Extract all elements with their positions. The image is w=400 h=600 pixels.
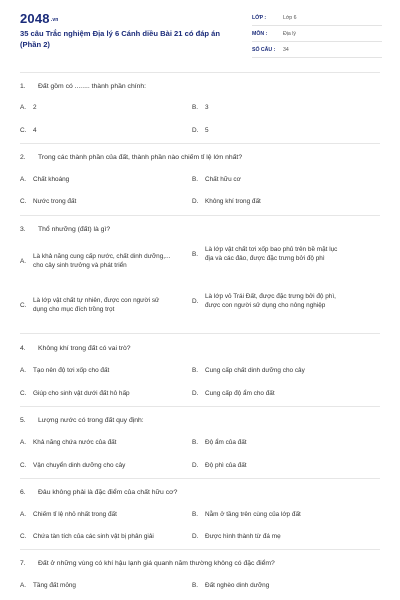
question-number: 6. <box>20 489 26 496</box>
option-text: Cung cấp chất dinh dưỡng cho cây <box>205 367 305 374</box>
question-text <box>20 225 380 234</box>
meta-value: Địa lý <box>283 30 296 37</box>
option-text: Cung cấp độ ẩm cho đất <box>205 390 275 397</box>
option-text: 2 <box>33 104 37 111</box>
option-b[interactable] <box>192 581 343 590</box>
option-letter: D. <box>192 297 199 305</box>
option-letter: D. <box>192 533 199 540</box>
option-letter: B. <box>192 439 199 446</box>
question-label: Đất gồm có ........ thành phần chính: <box>38 83 147 90</box>
option-text: Không khí trong đất <box>205 198 261 205</box>
option-a[interactable] <box>20 103 171 112</box>
option-text: Nước trong đất <box>33 198 77 205</box>
option-a[interactable] <box>20 581 171 590</box>
option-text: Độ ẩm của đất <box>205 439 247 446</box>
option-letter: D. <box>192 390 199 397</box>
option-text: Là khả năng cung cấp nước, chất dinh dưỡng,... cho cây sinh trưởng và phát triển <box>33 253 171 269</box>
option-c[interactable] <box>20 532 171 541</box>
option-letter: A. <box>20 104 27 111</box>
option-letter: B. <box>192 511 199 518</box>
divider <box>20 215 380 216</box>
option-a[interactable] <box>20 252 171 270</box>
question-6 <box>20 488 380 497</box>
divider <box>20 143 380 144</box>
option-text: Tạo nên độ tơi xốp cho đất <box>33 367 110 374</box>
question-1 <box>20 82 380 91</box>
option-letter: A. <box>20 176 27 183</box>
meta-value: 34 <box>283 46 289 53</box>
question-4 <box>20 344 380 353</box>
option-letter: A. <box>20 257 27 265</box>
option-letter: D. <box>192 127 199 134</box>
question-2 <box>20 153 380 162</box>
question-5 <box>20 416 380 425</box>
option-b[interactable] <box>192 510 343 519</box>
option-d[interactable] <box>192 461 343 470</box>
option-text: Giúp cho sinh vật dưới đất hô hấp <box>33 390 130 397</box>
option-c[interactable] <box>20 126 171 135</box>
meta-key: SỐ CÂU : <box>252 46 276 53</box>
meta-box <box>252 10 382 58</box>
option-letter: C. <box>20 198 27 205</box>
meta-key: MÔN : <box>252 30 268 37</box>
question-text <box>20 559 380 568</box>
question-number: 1. <box>20 83 26 90</box>
page-title: 35 câu Trắc nghiệm Địa lý 6 Cánh diều Bài 21 có đáp án (Phần 2) <box>20 29 221 49</box>
option-text: Vận chuyển dinh dưỡng cho cây <box>33 462 126 469</box>
logo-domain: .vn <box>50 16 59 23</box>
divider <box>20 333 380 334</box>
option-d[interactable] <box>192 532 343 541</box>
option-letter: A. <box>20 367 27 374</box>
question-3 <box>20 225 380 234</box>
option-text: Là lớp vỏ Trái Đất, được đặc trưng bởi độ phì, được con người sử dụng cho nông nghiệp <box>205 293 336 309</box>
option-c[interactable] <box>20 461 171 470</box>
option-text: Chiếm tỉ lệ nhỏ nhất trong đất <box>33 511 117 518</box>
question-text <box>20 82 380 91</box>
option-b[interactable] <box>192 103 343 112</box>
question-label: Không khí trong đất có vai trò? <box>38 345 131 352</box>
question-number: 4. <box>20 345 26 352</box>
meta-value: Lớp 6 <box>283 14 297 21</box>
option-text: 4 <box>33 127 37 134</box>
option-b[interactable] <box>192 438 343 447</box>
option-text: Là lớp vật chất tự nhiên, được con người sử dụng cho mục đích trồng trọt <box>33 297 160 313</box>
option-d[interactable] <box>192 197 343 206</box>
option-text: Chất khoáng <box>33 176 70 183</box>
option-text: Tầng đất mỏng <box>33 582 76 589</box>
option-text: Nằm ở tầng trên cùng của lớp đất <box>205 511 301 518</box>
option-text: Khả năng chứa nước của đất <box>33 439 117 446</box>
option-text: Chứa tàn tích của các sinh vật bị phân giải <box>33 533 154 540</box>
option-text: Chất hữu cơ <box>205 176 241 183</box>
option-b[interactable] <box>192 175 343 184</box>
meta-row-count <box>252 42 382 58</box>
option-letter: C. <box>20 390 27 397</box>
logo-text: 2048 <box>20 11 50 26</box>
option-text: 3 <box>205 104 209 111</box>
option-letter: B. <box>192 367 199 374</box>
meta-row-class <box>252 10 382 26</box>
option-letter: D. <box>192 198 199 205</box>
question-text <box>20 488 380 497</box>
option-c[interactable] <box>20 296 171 314</box>
option-letter: A. <box>20 511 27 518</box>
question-number: 7. <box>20 560 26 567</box>
option-letter: B. <box>192 176 199 183</box>
option-letter: C. <box>20 462 27 469</box>
option-letter: C. <box>20 533 27 540</box>
option-text: Độ phì của đất <box>205 462 247 469</box>
option-letter: A. <box>20 582 27 589</box>
option-a[interactable] <box>20 175 171 184</box>
divider <box>20 72 380 73</box>
question-text <box>20 153 380 162</box>
option-b[interactable] <box>192 366 343 375</box>
option-letter: D. <box>192 462 199 469</box>
option-a[interactable] <box>20 438 171 447</box>
option-c[interactable] <box>20 197 171 206</box>
option-d[interactable] <box>192 292 343 310</box>
option-c[interactable] <box>20 389 171 398</box>
question-label: Thổ nhưỡng (đất) là gì? <box>38 226 111 233</box>
question-label: Đất ở những vùng có khí hậu lạnh giá quanh năm thường không có đặc điểm? <box>38 560 275 567</box>
option-letter: B. <box>192 250 199 258</box>
option-a[interactable] <box>20 366 171 375</box>
option-text: Là lớp vật chất tơi xốp bao phủ trên bề mặt lục địa và các đảo, được đặc trưng bởi độ phì <box>205 246 338 262</box>
site-logo[interactable] <box>20 11 59 26</box>
option-letter: B. <box>192 104 199 111</box>
question-number: 5. <box>20 417 26 424</box>
option-text: Được hình thành từ đá mẹ <box>205 533 281 540</box>
divider <box>20 549 380 550</box>
option-letter: A. <box>20 439 27 446</box>
meta-key: LỚP : <box>252 14 267 21</box>
question-text <box>20 344 380 353</box>
divider <box>20 478 380 479</box>
option-text: 5 <box>205 127 209 134</box>
option-text: Đất nghèo dinh dưỡng <box>205 582 270 589</box>
meta-row-subject <box>252 26 382 42</box>
question-label: Đâu không phải là đặc điểm của chất hữu cơ? <box>38 489 178 496</box>
question-text <box>20 416 380 425</box>
question-7 <box>20 559 380 568</box>
option-b[interactable] <box>192 245 343 263</box>
question-label: Trong các thành phần của đất, thành phần nào chiếm tỉ lệ lớn nhất? <box>38 154 243 161</box>
divider <box>20 406 380 407</box>
question-number: 2. <box>20 154 26 161</box>
option-a[interactable] <box>20 510 171 519</box>
option-letter: C. <box>20 127 27 134</box>
option-d[interactable] <box>192 389 343 398</box>
option-d[interactable] <box>192 126 343 135</box>
option-letter: C. <box>20 301 27 309</box>
question-label: Lượng nước có trong đất quy định: <box>38 417 144 424</box>
option-letter: B. <box>192 582 199 589</box>
question-number: 3. <box>20 226 26 233</box>
